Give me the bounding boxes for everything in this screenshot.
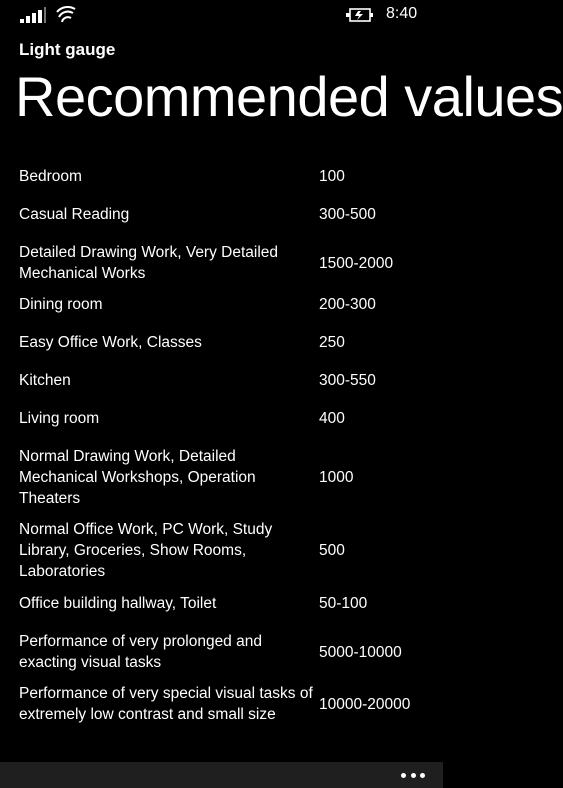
room-name: Office building hallway, Toilet [19, 595, 217, 612]
lux-value: 200-300 [319, 296, 376, 313]
lux-value: 50-100 [319, 595, 368, 612]
clock: 8:40 [386, 5, 418, 22]
room-name: Performance of very special visual tasks of extremely low contrast and small size [19, 685, 313, 723]
room-name: Living room [19, 410, 100, 427]
signal-strength-icon [20, 7, 46, 23]
lux-value: 400 [319, 410, 345, 427]
lux-value: 1500-2000 [319, 255, 394, 272]
lux-value: 300-500 [319, 206, 376, 223]
room-name: Detailed Drawing Work, Very Detailed Mechanical Works [19, 244, 279, 282]
room-name: Dining room [19, 296, 103, 313]
room-name: Performance of very prolonged and exacting visual tasks [19, 633, 262, 671]
lux-value: 10000-20000 [319, 696, 411, 713]
room-name: Normal Office Work, PC Work, Study Library, Groceries, Show Rooms, Laboratories [19, 521, 273, 580]
room-name: Normal Drawing Work, Detailed Mechanical Workshops, Operation Theaters [19, 448, 256, 507]
wifi-icon [56, 6, 76, 24]
lux-value: 500 [319, 542, 345, 559]
room-name: Easy Office Work, Classes [19, 334, 202, 351]
more-ellipsis-icon[interactable] [401, 770, 425, 780]
lux-value: 300-550 [319, 372, 376, 389]
app-title: Light gauge [19, 40, 116, 59]
lux-value: 250 [319, 334, 345, 351]
status-bar [0, 0, 443, 32]
app-bar [0, 762, 443, 788]
lux-value: 5000-10000 [319, 644, 402, 661]
room-name: Casual Reading [19, 206, 130, 223]
lux-value: 100 [319, 168, 345, 185]
room-name: Kitchen [19, 372, 71, 389]
lux-value: 1000 [319, 469, 354, 486]
room-name: Bedroom [19, 168, 82, 185]
values-list[interactable] [0, 160, 443, 723]
page-title: Recommended values [15, 65, 563, 128]
battery-charging-icon [346, 8, 374, 22]
